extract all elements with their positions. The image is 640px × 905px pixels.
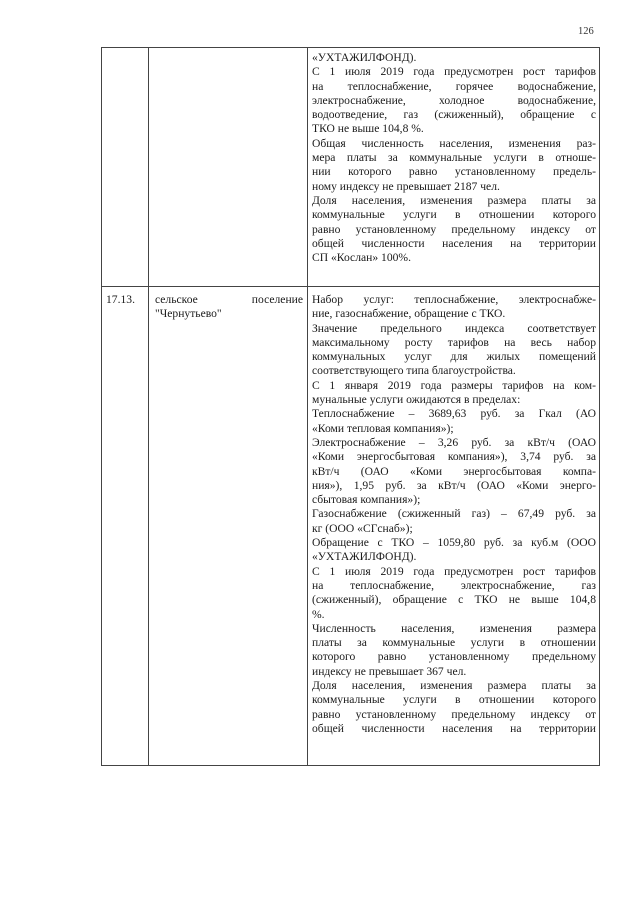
description-line: коммунальные услуги в отношении которого bbox=[312, 208, 596, 222]
description-line: «УХТАЖИЛФОНД). bbox=[312, 550, 417, 564]
description-line: С 1 января 2019 года размеры тарифов на ком- bbox=[312, 378, 596, 392]
row-number-cell bbox=[102, 48, 149, 287]
description-line: сбытовая компания»); bbox=[312, 493, 421, 507]
description-line: ТКО не выше 104,8 %. bbox=[312, 122, 424, 136]
description-line: коммунальных услуг для жилых помещений bbox=[312, 350, 596, 364]
page-number: 126 bbox=[578, 26, 594, 37]
description-line: Значение предельного индекса соответствует bbox=[312, 321, 596, 335]
settlement-name-line: "Чернутьево" bbox=[155, 307, 222, 321]
description-line: ние, газоснабжение, обращение с ТКО. bbox=[312, 307, 506, 321]
row-number: 17.13. bbox=[106, 293, 135, 306]
description-line: %. bbox=[312, 607, 325, 621]
description-line: максимальному росту тарифов на весь набор bbox=[312, 335, 596, 349]
description-line: Обращение с ТКО – 1059,80 руб. за куб.м (ООО bbox=[312, 536, 596, 550]
description-line: кг (ООО «СГснаб»); bbox=[312, 521, 413, 535]
settlement-cell bbox=[149, 48, 308, 287]
settlement-name-line: сельское поселение bbox=[155, 293, 303, 306]
description-line: на теплоснабжение, горячее водоснабжение, bbox=[312, 79, 596, 93]
table-row bbox=[102, 48, 600, 287]
description-line: индексу не превышает 367 чел. bbox=[312, 664, 467, 678]
row-number-cell bbox=[102, 287, 149, 766]
description-line: ния»), 1,95 руб. за кВт/ч (ОАО «Коми энерго- bbox=[312, 478, 596, 492]
description-cell bbox=[308, 48, 600, 287]
description-line: «Коми тепловая компания»); bbox=[312, 421, 454, 435]
description-line: Доля населения, изменения размера платы за bbox=[312, 193, 596, 207]
table-row bbox=[102, 287, 600, 766]
description-line: Электроснабжение – 3,26 руб. за кВт/ч (ОАО bbox=[312, 435, 596, 449]
description-line: ному индексу не превышает 2187 чел. bbox=[312, 179, 500, 193]
description-line: общей численности населения на территории bbox=[312, 721, 596, 735]
description-line: кВт/ч (ОАО «Коми энергосбытовая компа- bbox=[312, 464, 596, 478]
description-cell bbox=[308, 287, 600, 766]
description-line: равно установленному предельному индексу от bbox=[312, 707, 596, 721]
description-line: соответствующего типа благоустройства. bbox=[312, 364, 516, 378]
description-line: (сжиженный), обращение с ТКО не выше 104,8 bbox=[312, 593, 596, 607]
description-line: Доля населения, изменения размера платы за bbox=[312, 679, 596, 693]
description-line: нии которого равно установленному предель- bbox=[312, 165, 596, 179]
tariff-table bbox=[101, 47, 600, 766]
description-line: «Коми энергосбытовая компания»), 3,74 руб. за bbox=[312, 450, 596, 464]
description-line: С 1 июля 2019 года предусмотрен рост тарифов bbox=[312, 65, 596, 79]
description-line: коммунальные услуги в отношении которого bbox=[312, 693, 596, 707]
description-line: Газоснабжение (сжиженный газ) – 67,49 руб. за bbox=[312, 507, 596, 521]
description-line: С 1 июля 2019 года предусмотрен рост тарифов bbox=[312, 564, 596, 578]
description-line: Набор услуг: теплоснабжение, электроснабже- bbox=[312, 293, 596, 306]
description-line: Общая численность населения, изменения раз- bbox=[312, 136, 596, 150]
description-line: мунальные услуги ожидаются в пределах: bbox=[312, 393, 521, 407]
description-line: на теплоснабжение, электроснабжение, газ bbox=[312, 578, 596, 592]
description-line: «УХТАЖИЛФОНД). bbox=[312, 51, 417, 64]
description-line: общей численности населения на территории bbox=[312, 236, 596, 250]
description-line: которого равно установленному предельному bbox=[312, 650, 596, 664]
description-line: Теплоснабжение – 3689,63 руб. за Гкал (АО bbox=[312, 407, 596, 421]
description-line: мера платы за коммунальные услуги в отноше- bbox=[312, 151, 596, 165]
description-line: платы за коммунальные услуги в отношении bbox=[312, 636, 596, 650]
settlement-cell bbox=[149, 287, 308, 766]
description-line: равно установленному предельному индексу от bbox=[312, 222, 596, 236]
description-line: СП «Кослан» 100%. bbox=[312, 251, 411, 265]
description-line: Численность населения, изменения размера bbox=[312, 621, 596, 635]
description-line: электроснабжение, холодное водоснабжение, bbox=[312, 93, 596, 107]
description-line: водоотведение, газ (сжиженный), обращение с bbox=[312, 108, 596, 122]
